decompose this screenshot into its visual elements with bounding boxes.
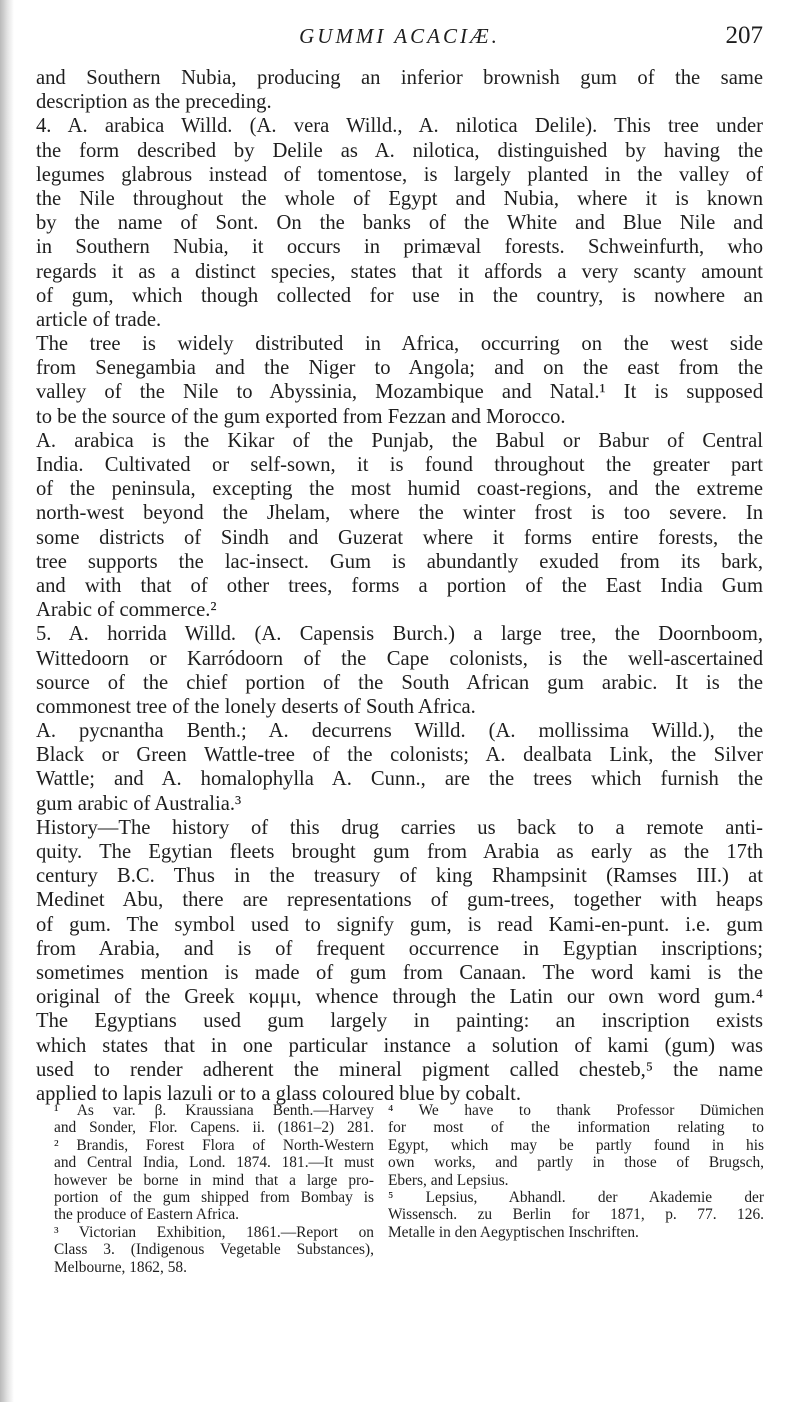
- footnote-line: Class 3. (Indigenous Vegetable Substances),: [54, 1241, 374, 1259]
- footnote-line: Wissensch. zu Berlin for 1871, p. 77. 126.: [388, 1206, 764, 1224]
- text-line: tree supports the lac-insect. Gum is abundantly exuded from its bark,: [36, 550, 763, 573]
- text-line: Wattle; and A. homalophylla A. Cunn., are the trees which furnish the: [36, 768, 763, 791]
- text-line: 5. A. horrida Willd. (A. Capensis Burch.) a large tree, the Doornboom,: [36, 623, 763, 646]
- text-line: in Southern Nubia, it occurs in primæval forests. Schweinfurth, who: [36, 236, 763, 259]
- text-line: original of the Greek κομμι, whence through the Latin our own word gum.⁴: [36, 986, 763, 1009]
- text-line: quity. The Egytian fleets brought gum from Arabia as early as the 17th: [36, 841, 763, 863]
- footnote-line: Ebers, and Lepsius.: [388, 1171, 509, 1189]
- text-line: of gum, which though collected for use in the country, is nowhere an: [36, 284, 763, 307]
- page-number: 207: [725, 22, 763, 49]
- text-line: Arabic of commerce.²: [36, 599, 217, 622]
- footnote-line: the produce of Eastern Africa.: [54, 1206, 240, 1224]
- footnote-line: ⁴ We have to thank Professor Dümichen: [388, 1102, 764, 1119]
- text-line: Medinet Abu, there are representations of gum-trees, together with heaps: [36, 889, 763, 912]
- text-line: description as the preceding.: [36, 91, 272, 114]
- text-line: source of the chief portion of the South African gum arabic. It is the: [36, 671, 763, 694]
- footnote-line: Metalle in den Aegyptischen Inschriften.: [388, 1223, 639, 1241]
- page-gutter-shadow: [0, 0, 14, 1402]
- text-line: commonest tree of the lonely deserts of South Africa.: [36, 695, 476, 718]
- text-line: Black or Green Wattle-tree of the colonists; A. dealbata Link, the Silver: [36, 744, 763, 767]
- text-line: article of trade.: [36, 308, 162, 331]
- text-line: 4. A. arabica Willd. (A. vera Willd., A. nilotica Delile). This tree under: [36, 115, 763, 138]
- footnote-line: Melbourne, 1862, 58.: [54, 1258, 187, 1276]
- footnote-line: Egypt, which may be partly found in his: [388, 1136, 764, 1154]
- text-line: from Arabia, and is of frequent occurrence in Egyptian inscriptions;: [36, 937, 763, 960]
- text-line: Wittedoorn or Karródoorn of the Cape colonists, is the well-ascertained: [36, 647, 763, 670]
- footnote-line: ¹ As var. β. Kraussiana Benth.—Harvey: [54, 1102, 374, 1119]
- text-line: of gum. The symbol used to signify gum, is read Kami-en-punt. i.e. gum: [36, 913, 763, 936]
- text-line: valley of the Nile to Abyssinia, Mozambique and Natal.¹ It is supposed: [36, 381, 763, 404]
- text-line: India. Cultivated or self-sown, it is found throughout the greater part: [36, 454, 763, 476]
- footnote-line: and Sonder, Flor. Capens. ii. (1861–2) 281.: [54, 1119, 374, 1137]
- text-line: by the name of Sont. On the banks of the White and Blue Nile and: [36, 212, 763, 235]
- text-line: some districts of Sindh and Guzerat where it forms entire forests, the: [36, 526, 763, 549]
- text-line: The Egyptians used gum largely in painting: an inscription exists: [36, 1010, 763, 1033]
- footnote-line: ³ Victorian Exhibition, 1861.—Report on: [54, 1223, 374, 1241]
- footnote-line: own works, and partly in those of Brugsch,: [388, 1154, 764, 1172]
- text-line: used to render adherent the mineral pigment called chesteb,⁵ the name: [36, 1058, 763, 1081]
- text-line: legumes glabrous instead of tomentose, is largely planted in the valley of: [36, 163, 763, 186]
- text-line: north-west beyond the Jhelam, where the winter frost is too severe. In: [36, 502, 763, 525]
- text-line: History—The history of this drug carries us back to a remote anti-: [36, 816, 763, 839]
- text-line: and with that of other trees, forms a portion of the East India Gum: [36, 574, 763, 597]
- footnote-line: portion of the gum shipped from Bombay is: [54, 1188, 374, 1206]
- text-line: to be the source of the gum exported from Fezzan and Morocco.: [36, 405, 566, 428]
- text-line: sometimes mention is made of gum from Canaan. The word kami is the: [36, 961, 763, 984]
- footnotes-right-column: [388, 1102, 764, 1241]
- running-head: GUMMI ACACIÆ.: [299, 24, 500, 48]
- text-line: the form described by Delile as A. nilotica, distinguished by having the: [36, 139, 763, 162]
- footnote-line: ⁵ Lepsius, Abhandl. der Akademie der: [388, 1188, 764, 1206]
- text-line: applied to lapis lazuli or to a glass coloured blue by cobalt.: [36, 1082, 521, 1105]
- text-line: from Senegambia and the Niger to Angola; and on the east from the: [36, 357, 763, 380]
- text-line: of the peninsula, excepting the most humid coast-regions, and the extreme: [36, 478, 763, 501]
- body-text: [36, 66, 763, 1106]
- text-line: A. pycnantha Benth.; A. decurrens Willd. (A. mollissima Willd.), the: [36, 720, 763, 743]
- footnote-line: however be borne in mind that a large pro-: [54, 1171, 374, 1189]
- footnote-line: ² Brandis, Forest Flora of North-Western: [54, 1136, 374, 1154]
- text-line: which states that in one particular instance a solution of kami (gum) was: [36, 1034, 763, 1057]
- footnote-line: and Central India, Lond. 1874. 181.—It must: [54, 1154, 374, 1172]
- footnote-line: for most of the information relating to: [388, 1119, 764, 1137]
- page-header: [36, 24, 763, 58]
- text-line: and Southern Nubia, producing an inferior brownish gum of the same: [36, 67, 763, 89]
- footnotes-left-column: [54, 1102, 374, 1276]
- text-line: gum arabic of Australia.³: [36, 792, 242, 815]
- text-line: The tree is widely distributed in Africa, occurring on the west side: [36, 333, 763, 356]
- text-line: the Nile throughout the whole of Egypt and Nubia, where it is known: [36, 187, 763, 210]
- text-line: century B.C. Thus in the treasury of king Rhampsinit (Ramses III.) at: [36, 865, 763, 888]
- text-line: A. arabica is the Kikar of the Punjab, the Babul or Babur of Central: [36, 429, 763, 452]
- text-line: regards it as a distinct species, states that it affords a very scanty amount: [36, 260, 763, 283]
